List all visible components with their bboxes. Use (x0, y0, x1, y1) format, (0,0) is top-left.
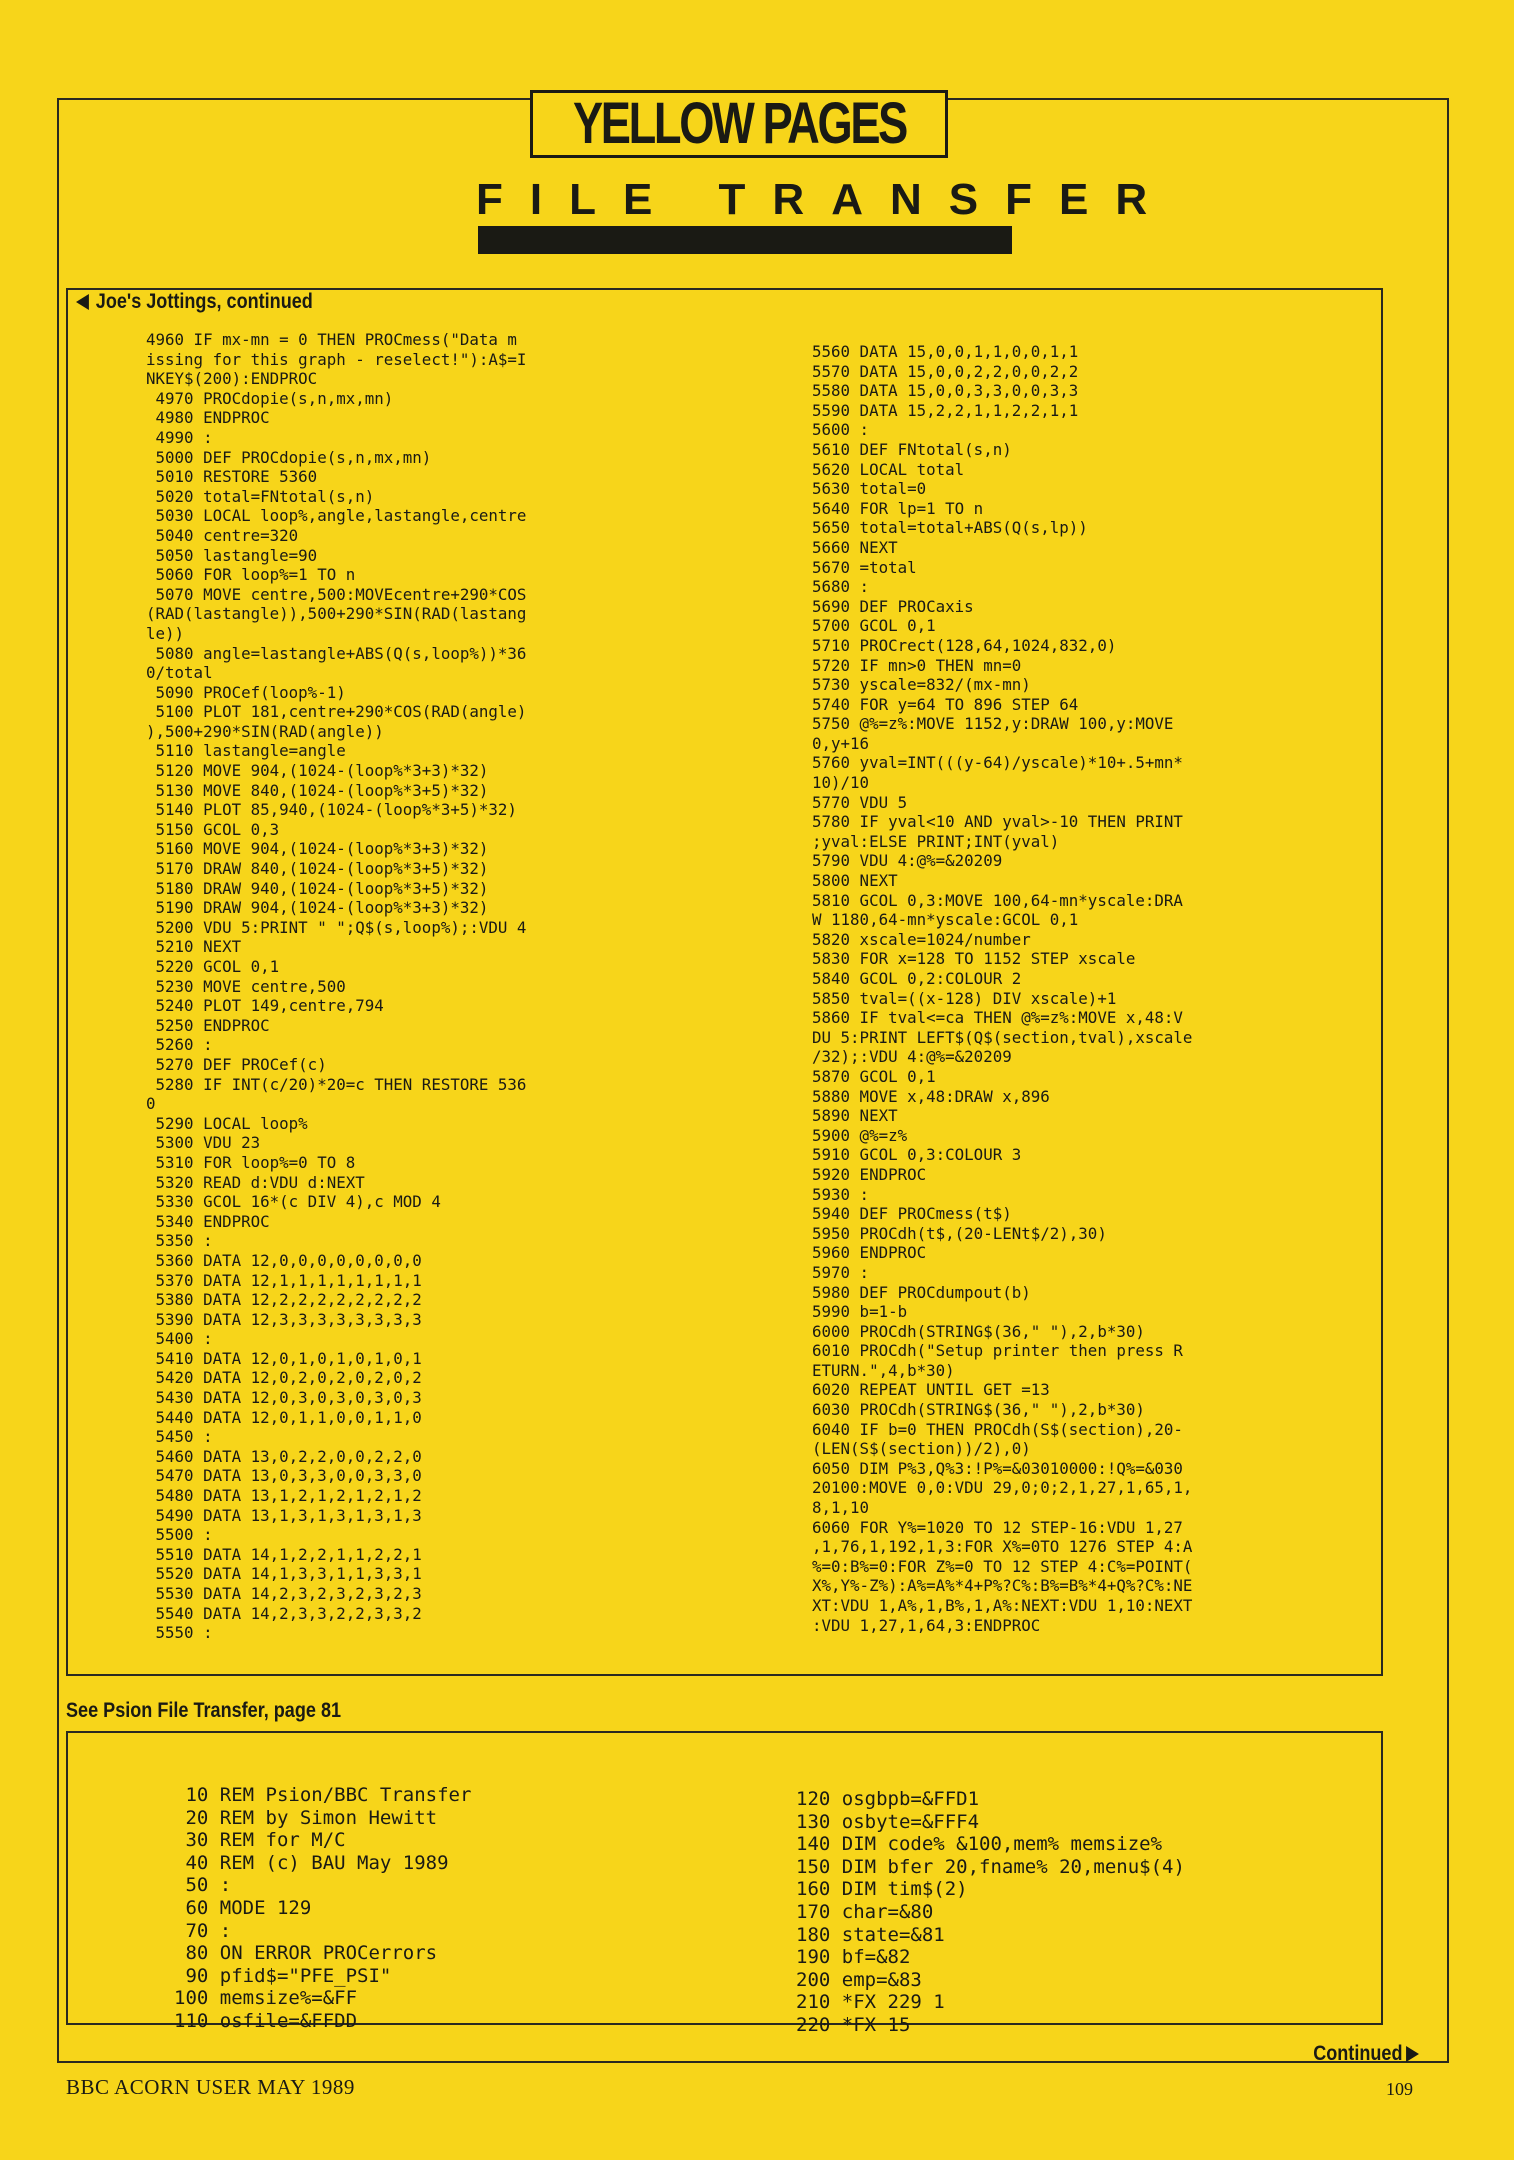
code-line: 10)/10 (812, 773, 870, 793)
code-line: ,1,76,1,192,1,3:FOR X%=0TO 1276 STEP 4:A (812, 1537, 1193, 1557)
code-line: 5360 DATA 12,0,0,0,0,0,0,0,0 (146, 1250, 422, 1270)
code-line: 0 (146, 1094, 156, 1114)
code-line: 5400 : (146, 1329, 213, 1349)
masthead-box (530, 90, 948, 158)
code-line: 6010 PROCdh("Setup printer then press R (812, 1341, 1183, 1361)
code-line: X%,Y%-Z%):A%=A%*4+P%?C%:B%=B%*4+Q%?C%:NE (812, 1576, 1193, 1596)
continued-text: Continued (1313, 2042, 1403, 2065)
code-line: 5450 : (146, 1427, 213, 1447)
code-line: 5210 NEXT (146, 937, 242, 957)
psion-listing-right-column (796, 1788, 1185, 2037)
code-line: 5970 : (812, 1262, 870, 1282)
code-line: 6000 PROCdh(STRING$(36," "),2,b*30) (812, 1321, 1145, 1341)
code-line: le)) (146, 623, 185, 643)
code-line: 4980 ENDPROC (146, 408, 270, 428)
code-line: 160 DIM tim$(2) (796, 1878, 968, 1901)
joes-jottings-heading-text: Joe's Jottings, continued (95, 290, 313, 313)
code-line: 5260 : (146, 1035, 213, 1055)
code-line: 5220 GCOL 0,1 (146, 957, 280, 976)
code-line: 140 DIM code% &100,mem% memsize% (796, 1833, 1163, 1856)
code-line: 5900 @%=z% (812, 1125, 908, 1145)
code-line: 5270 DEF PROCef(c) (146, 1054, 327, 1074)
code-line: %=0:B%=0:FOR Z%=0 TO 12 STEP 4:C%=POINT( (812, 1556, 1193, 1576)
code-line: 5780 IF yval<10 AND yval>-10 THEN PRINT (812, 812, 1183, 832)
code-line: NKEY$(200):ENDPROC (146, 369, 318, 389)
code-line: 5820 xscale=1024/number (812, 929, 1031, 949)
code-line: 200 emp=&83 (796, 1968, 922, 1991)
code-line: 190 bf=&82 (796, 1946, 911, 1969)
code-line: 5200 VDU 5:PRINT " ";Q$(s,loop%);:VDU 4 (146, 917, 527, 937)
code-line: 5530 DATA 14,2,3,2,3,2,3,2,3 (146, 1584, 422, 1603)
code-line: 5470 DATA 13,0,3,3,0,0,3,3,0 (146, 1466, 422, 1486)
code-line: 5520 DATA 14,1,3,3,1,1,3,3,1 (146, 1564, 422, 1584)
code-line: 5300 VDU 23 (146, 1133, 261, 1153)
code-line: 4990 : (146, 427, 213, 447)
psion-listing-left-column (174, 1784, 471, 2033)
code-line: 5310 FOR loop%=0 TO 8 (146, 1152, 356, 1172)
code-line: 120 osgbpb=&FFD1 (796, 1788, 980, 1810)
code-line: 5100 PLOT 181,centre+290*COS(RAD(angle) (146, 702, 527, 722)
code-line: 210 *FX 229 1 (796, 1991, 945, 2014)
title-underline-bar (478, 226, 1012, 254)
code-line: 0/total (146, 663, 213, 683)
code-line: 60 MODE 129 (174, 1896, 312, 1919)
code-line: 5340 ENDPROC (146, 1211, 270, 1231)
code-line: 5060 FOR loop%=1 TO n (146, 565, 356, 585)
code-line: 5590 DATA 15,2,2,1,1,2,2,1,1 (812, 400, 1079, 420)
code-line: 5090 PROCef(loop%-1) (146, 682, 346, 702)
code-line: 5330 GCOL 16*(c DIV 4),c MOD 4 (146, 1192, 441, 1212)
code-line: issing for this graph - reselect!"):A$=I (146, 349, 527, 369)
continued-label (1313, 2042, 1419, 2066)
joes-jottings-heading (76, 289, 313, 315)
footer-magazine-issue: BBC ACORN USER MAY 1989 (66, 2075, 355, 2099)
code-line: 5940 DEF PROCmess(t$) (812, 1204, 1012, 1224)
code-line: 5740 FOR y=64 TO 896 STEP 64 (812, 694, 1079, 714)
code-line: 5420 DATA 12,0,2,0,2,0,2,0,2 (146, 1368, 422, 1388)
code-line: 90 pfid$="PFE_PSI" (174, 1964, 392, 1987)
code-line: :VDU 1,27,1,64,3:ENDPROC (812, 1615, 1041, 1635)
code-line: 5190 DRAW 904,(1024-(loop%*3+3)*32) (146, 898, 489, 918)
code-line: 5600 : (812, 420, 870, 440)
code-line: 5290 LOCAL loop% (146, 1113, 308, 1133)
code-line: 5570 DATA 15,0,0,2,2,0,0,2,2 (812, 361, 1079, 381)
code-line: 5080 angle=lastangle+ABS(Q(s,loop%))*36 (146, 643, 527, 663)
code-line: 5320 READ d:VDU d:NEXT (146, 1172, 365, 1192)
code-line: 5480 DATA 13,1,2,1,2,1,2,1,2 (146, 1486, 422, 1506)
code-line: 5380 DATA 12,2,2,2,2,2,2,2,2 (146, 1290, 422, 1310)
code-line: 5350 : (146, 1231, 213, 1251)
code-line: 5620 LOCAL total (812, 459, 965, 479)
code-line: 5500 : (146, 1525, 213, 1545)
code-line: 5140 PLOT 85,940,(1024-(loop%*3+5)*32) (146, 800, 517, 820)
code-line: 5440 DATA 12,0,1,1,0,0,1,1,0 (146, 1407, 422, 1427)
code-line: 5250 ENDPROC (146, 1015, 270, 1035)
code-line: 5280 IF INT(c/20)*20=c THEN RESTORE 536 (146, 1074, 527, 1094)
code-line: 130 osbyte=&FFF4 (796, 1810, 980, 1833)
code-line: 5700 GCOL 0,1 (812, 616, 936, 636)
code-line: 5000 DEF PROCdopie(s,n,mx,mn) (146, 447, 432, 467)
code-line: 4960 IF mx-mn = 0 THEN PROCmess("Data m (146, 330, 517, 349)
code-line: 5580 DATA 15,0,0,3,3,0,0,3,3 (812, 381, 1079, 401)
code-line: 5180 DRAW 940,(1024-(loop%*3+5)*32) (146, 878, 489, 898)
code-line: 5030 LOCAL loop%,angle,lastangle,centre (146, 506, 527, 526)
code-line: /32);:VDU 4:@%=&20209 (812, 1047, 1012, 1067)
code-line: (RAD(lastangle)),500+290*SIN(RAD(lastang (146, 604, 527, 624)
code-line: 5720 IF mn>0 THEN mn=0 (812, 655, 1022, 675)
code-line: 10 REM Psion/BBC Transfer (174, 1784, 472, 1806)
code-line: 5680 : (812, 577, 870, 597)
code-line: 80 ON ERROR PROCerrors (174, 1942, 438, 1965)
code-line: XT:VDU 1,A%,1,B%,1,A%:NEXT:VDU 1,10:NEXT (812, 1596, 1193, 1615)
code-line: 150 DIM bfer 20,fname% 20,menu$(4) (796, 1855, 1185, 1878)
code-line: 220 *FX 15 (796, 2013, 911, 2036)
code-line: 6020 REPEAT UNTIL GET =13 (812, 1380, 1050, 1400)
code-line: 5850 tval=((x-128) DIV xscale)+1 (812, 988, 1117, 1008)
code-line: 5460 DATA 13,0,2,2,0,0,2,2,0 (146, 1446, 422, 1466)
footer-page-number: 109 (1386, 2079, 1413, 2099)
code-line: 5690 DEF PROCaxis (812, 596, 974, 616)
code-line: 5120 MOVE 904,(1024-(loop%*3+3)*32) (146, 761, 489, 781)
code-line: 110 osfile=&FFDD (174, 2009, 358, 2032)
code-line: 5390 DATA 12,3,3,3,3,3,3,3,3 (146, 1309, 422, 1329)
code-line: 5800 NEXT (812, 871, 898, 891)
code-line: 5560 DATA 15,0,0,1,1,0,0,1,1 (812, 342, 1079, 361)
code-line: 5550 : (146, 1623, 213, 1643)
code-line: 5840 GCOL 0,2:COLOUR 2 (812, 969, 1022, 988)
code-line: 5490 DATA 13,1,3,1,3,1,3,1,3 (146, 1505, 422, 1525)
code-line: 170 char=&80 (796, 1900, 934, 1923)
code-line: 5710 PROCrect(128,64,1024,832,0) (812, 635, 1117, 655)
code-line: 5910 GCOL 0,3:COLOUR 3 (812, 1145, 1022, 1165)
code-line: 5010 RESTORE 5360 (146, 467, 318, 487)
code-line: 5670 =total (812, 557, 917, 577)
code-line: 5650 total=total+ABS(Q(s,lp)) (812, 518, 1088, 538)
code-line: 0,y+16 (812, 733, 870, 753)
code-line: 5930 : (812, 1184, 870, 1204)
code-line: 5920 ENDPROC (812, 1164, 927, 1184)
code-line: 20 REM by Simon Hewitt (174, 1806, 438, 1829)
code-line: 6030 PROCdh(STRING$(36," "),2,b*30) (812, 1400, 1145, 1420)
code-line: 5070 MOVE centre,500:MOVEcentre+290*COS (146, 584, 527, 604)
code-line: 5890 NEXT (812, 1106, 898, 1126)
code-line: 5870 GCOL 0,1 (812, 1066, 936, 1086)
code-line: 50 : (174, 1874, 232, 1897)
code-line: 8,1,10 (812, 1498, 870, 1518)
code-line: 100 memsize%=&FF (174, 1987, 358, 2010)
code-line: 6040 IF b=0 THEN PROCdh(S$(section),20- (812, 1419, 1183, 1439)
code-line: 5160 MOVE 904,(1024-(loop%*3+3)*32) (146, 839, 489, 859)
code-line: 40 REM (c) BAU May 1989 (174, 1851, 449, 1874)
code-line: 5730 yscale=832/(mx-mn) (812, 675, 1031, 695)
code-line: 5790 VDU 4:@%=&20209 (812, 851, 1003, 871)
code-line: (LEN(S$(section))/2),0) (812, 1439, 1031, 1459)
arrow-left-icon (76, 294, 89, 310)
code-line: 5760 yval=INT(((y-64)/yscale)*10+.5+mn* (812, 753, 1183, 773)
listing-left-column (146, 330, 526, 1643)
code-line: 5020 total=FNtotal(s,n) (146, 486, 375, 506)
code-line: 5660 NEXT (812, 537, 898, 557)
code-line: 5540 DATA 14,2,3,3,2,2,3,3,2 (146, 1603, 422, 1623)
arrow-right-icon (1406, 2046, 1419, 2062)
code-line: 5410 DATA 12,0,1,0,1,0,1,0,1 (146, 1348, 422, 1368)
code-line: 5040 centre=320 (146, 525, 299, 545)
code-line: 5860 IF tval<=ca THEN @%=z%:MOVE x,48:V (812, 1008, 1183, 1028)
code-line: 6050 DIM P%3,Q%3:!P%=&03010000:!Q%=&030 (812, 1458, 1183, 1478)
code-line: 5170 DRAW 840,(1024-(loop%*3+5)*32) (146, 859, 489, 879)
psion-transfer-heading: See Psion File Transfer, page 81 (66, 1699, 342, 1722)
code-line: ),500+290*SIN(RAD(angle)) (146, 721, 384, 741)
code-line: 30 REM for M/C (174, 1829, 346, 1852)
listing-right-column (812, 342, 1192, 1635)
code-line: 5240 PLOT 149,centre,794 (146, 996, 384, 1016)
code-line: 5430 DATA 12,0,3,0,3,0,3,0,3 (146, 1388, 422, 1408)
code-line: ETURN.",4,b*30) (812, 1360, 955, 1380)
code-line: 5880 MOVE x,48:DRAW x,896 (812, 1086, 1050, 1106)
code-line: 5630 total=0 (812, 479, 927, 499)
code-line: 5110 lastangle=angle (146, 741, 346, 761)
code-line: 5610 DEF FNtotal(s,n) (812, 439, 1012, 459)
code-line: ;yval:ELSE PRINT;INT(yval) (812, 831, 1060, 851)
code-line: 5980 DEF PROCdumpout(b) (812, 1282, 1031, 1302)
code-line: 6060 FOR Y%=1020 TO 12 STEP-16:VDU 1,27 (812, 1517, 1183, 1537)
code-line: 5960 ENDPROC (812, 1243, 927, 1263)
section-title: FILE TRANSFER (476, 175, 1175, 224)
code-line: 5810 GCOL 0,3:MOVE 100,64-mn*yscale:DRA (812, 890, 1183, 910)
code-line: 5510 DATA 14,1,2,2,1,1,2,2,1 (146, 1544, 422, 1564)
code-line: 4970 PROCdopie(s,n,mx,mn) (146, 388, 394, 408)
code-line: 5130 MOVE 840,(1024-(loop%*3+5)*32) (146, 780, 489, 800)
code-line: 70 : (174, 1919, 232, 1942)
code-line: 5230 MOVE centre,500 (146, 976, 346, 996)
code-line: 5770 VDU 5 (812, 792, 908, 812)
code-line: 5050 lastangle=90 (146, 545, 318, 565)
code-line: 20100:MOVE 0,0:VDU 29,0;0;2,1,27,1,65,1, (812, 1478, 1193, 1498)
masthead-title: YELLOW PAGES (572, 91, 906, 156)
code-line: 5750 @%=z%:MOVE 1152,y:DRAW 100,y:MOVE (812, 714, 1174, 734)
code-line: 5990 b=1-b (812, 1302, 908, 1322)
code-line: 5830 FOR x=128 TO 1152 STEP xscale (812, 949, 1136, 969)
code-line: 5640 FOR lp=1 TO n (812, 498, 984, 518)
code-line: 5370 DATA 12,1,1,1,1,1,1,1,1 (146, 1270, 422, 1290)
code-line: 5950 PROCdh(t$,(20-LENt$/2),30) (812, 1223, 1107, 1243)
code-line: 180 state=&81 (796, 1923, 945, 1946)
code-line: W 1180,64-mn*yscale:GCOL 0,1 (812, 910, 1079, 930)
code-line: DU 5:PRINT LEFT$(Q$(section,tval),xscale (812, 1027, 1193, 1047)
code-line: 5150 GCOL 0,3 (146, 819, 280, 839)
